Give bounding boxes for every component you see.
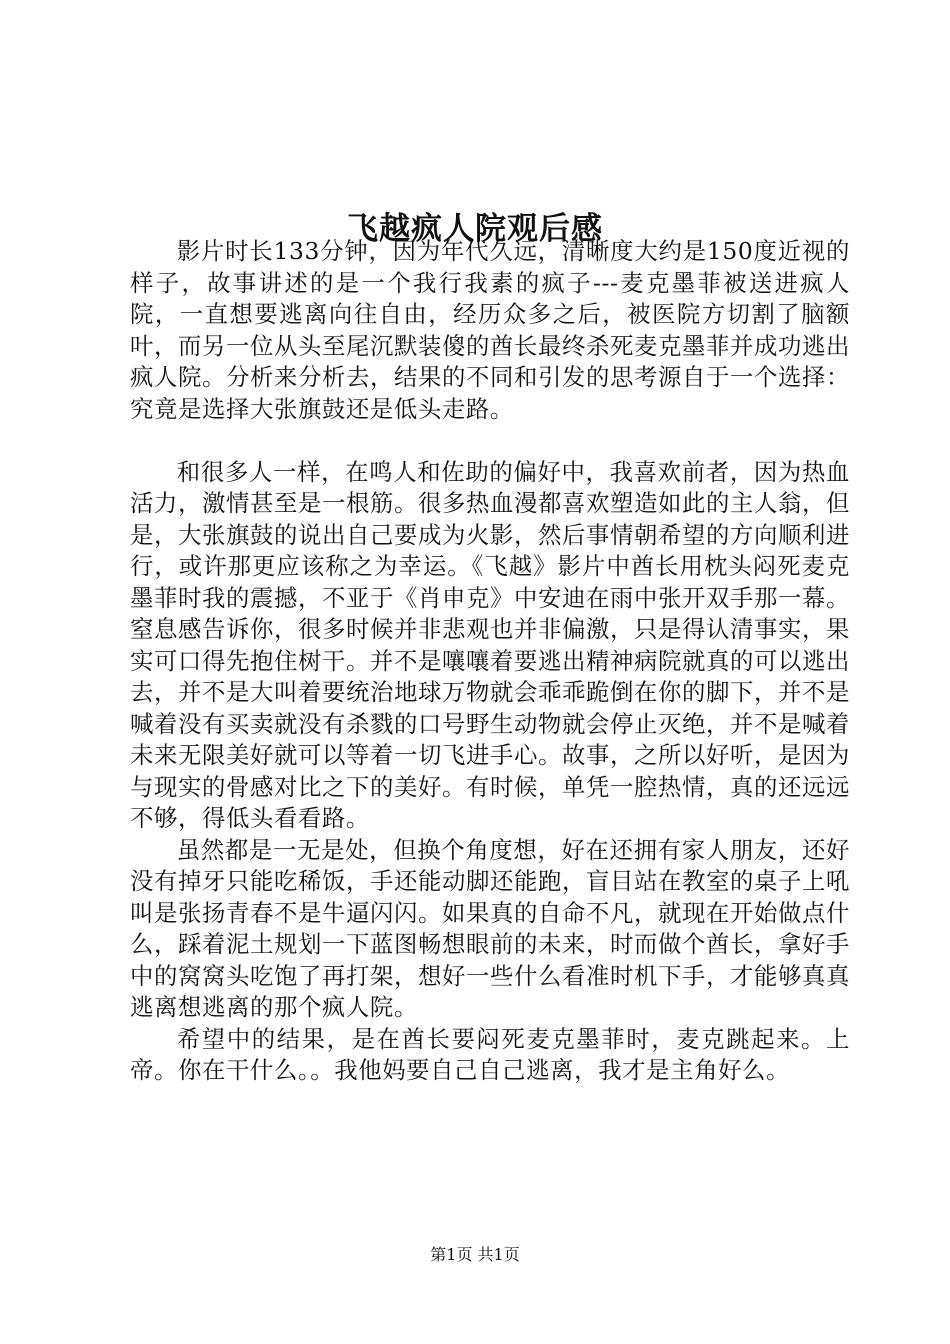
page-footer: 第1页 共1页 <box>430 1245 520 1264</box>
paragraph-3: 虽然都是一无是处，但换个角度想，好在还拥有家人朋友，还好没有掉牙只能吃稀饭，手还能动脚还能跑，盲目站在教室的桌子上吼叫是张扬青春不是牛逼闪闪。如果真的自命不凡，就现在开始做点什么，踩着泥土规划一下蓝图畅想眼前的未来，时而做个酋长，拿好手中的窝窝头吃饱了再打架，想好一些什么看准时机下手，才能够真真逃离想逃离的那个疯人院。 <box>130 835 850 1021</box>
paragraph-1: 影片时长133分钟，因为年代久远，清晰度大约是150度近视的样子，故事讲述的是一个我行我素的疯子---麦克墨菲被送进疯人院，一直想要逃离向往自由，经历众多之后，被医院方切割了脑额叶，而另一位从头至尾沉默装傻的酋长最终杀死麦克墨菲并成功逃出疯人院。分析来分析去，结果的不同和引发的思考源自于一个选择：究竟是选择大张旗鼓还是低头走路。 <box>130 237 850 423</box>
paragraph-4: 希望中的结果，是在酋长要闷死麦克墨菲时，麦克跳起来。上帝。你在干什么。。我他妈要自己自己逃离，我才是主角好么。 <box>130 1024 850 1084</box>
document-body <box>130 236 850 1087</box>
paragraph-2: 和很多人一样，在鸣人和佐助的偏好中，我喜欢前者，因为热血活力，激情甚至是一根筋。很多热血漫都喜欢塑造如此的主人翁，但是，大张旗鼓的说出自己要成为火影，然后事情朝希望的方向顺利进行，或许那更应该称之为幸运。《飞越》影片中酋长用枕头闷死麦克墨菲时我的震撼，不亚于《肖申克》中安迪在雨中张开双手那一幕。窒息感告诉你，很多时候并非悲观也并非偏激，只是得认清事实，果实可口得先抱住树干。并不是嚷嚷着要逃出精神病院就真的可以逃出去，并不是大叫着要统治地球万物就会乖乖跪倒在你的脚下，并不是喊着没有买卖就没有杀戮的口号野生动物就会停止灭绝，并不是喊着未来无限美好就可以等着一切飞进手心。故事，之所以好听，是因为与现实的骨感对比之下的美好。有时候，单凭一腔热情，真的还远远不够，得低头看看路。 <box>130 457 850 832</box>
document-title: 飞越疯人院观后感 <box>347 210 603 247</box>
